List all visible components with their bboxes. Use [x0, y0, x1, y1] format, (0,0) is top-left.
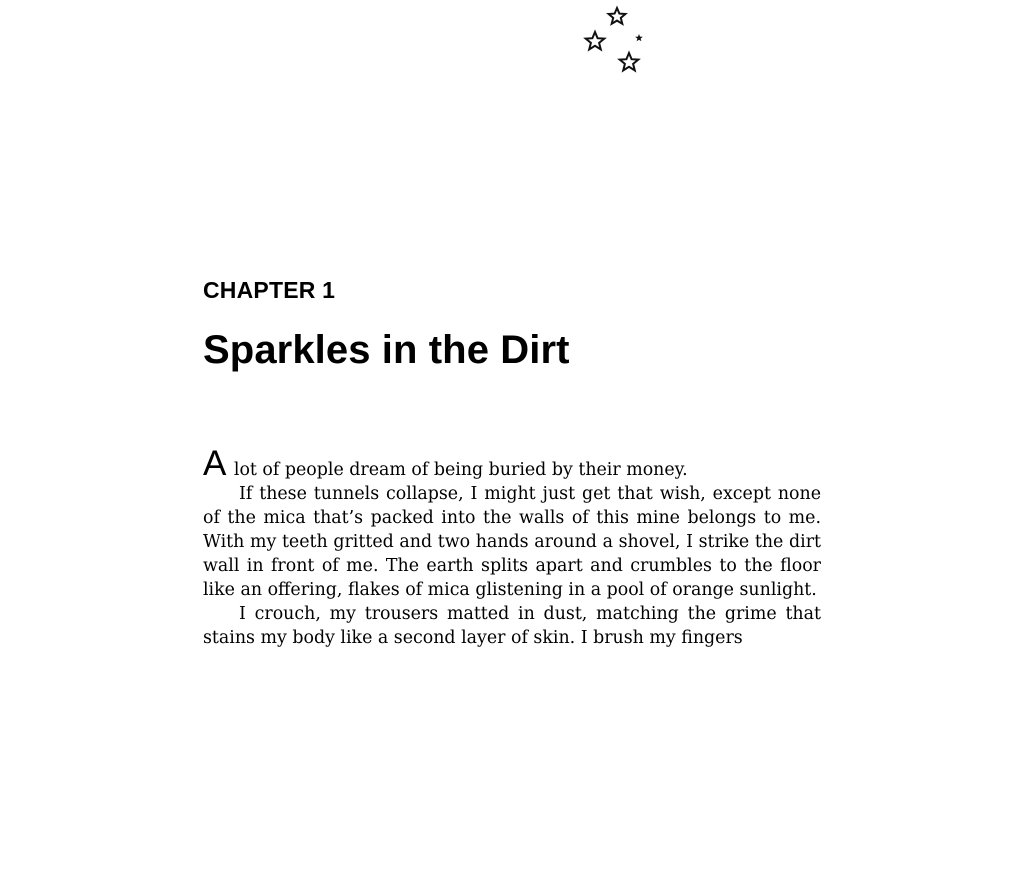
- drop-cap: A: [203, 444, 227, 483]
- paragraph: If these tunnels collapse, I might just get that wish, except none of the mica that’s packed into the walls of this mine belongs to me. With my teeth gritted and two hands around a shovel, I strike the dirt wall in front of me. The earth splits apart and crumbles to the floor like an offering, flakes of mica glistening in a pool of orange sunlight.: [203, 484, 821, 600]
- chapter-label: CHAPTER 1: [203, 277, 336, 303]
- chapter-title: Sparkles in the Dirt: [203, 328, 570, 372]
- chapter-body: [203, 444, 821, 650]
- star-icon: [609, 8, 626, 24]
- star-icon: [635, 34, 643, 41]
- star-icon: [620, 53, 639, 70]
- star-icon: [586, 32, 605, 49]
- star-cluster-icon: [580, 4, 650, 76]
- first-paragraph-text: lot of people dream of being buried by their money.: [228, 460, 688, 480]
- first-paragraph: [203, 444, 821, 483]
- paragraph: I crouch, my trousers matted in dust, matching the grime that stains my body like a second layer of skin. I brush my fingers: [203, 604, 821, 648]
